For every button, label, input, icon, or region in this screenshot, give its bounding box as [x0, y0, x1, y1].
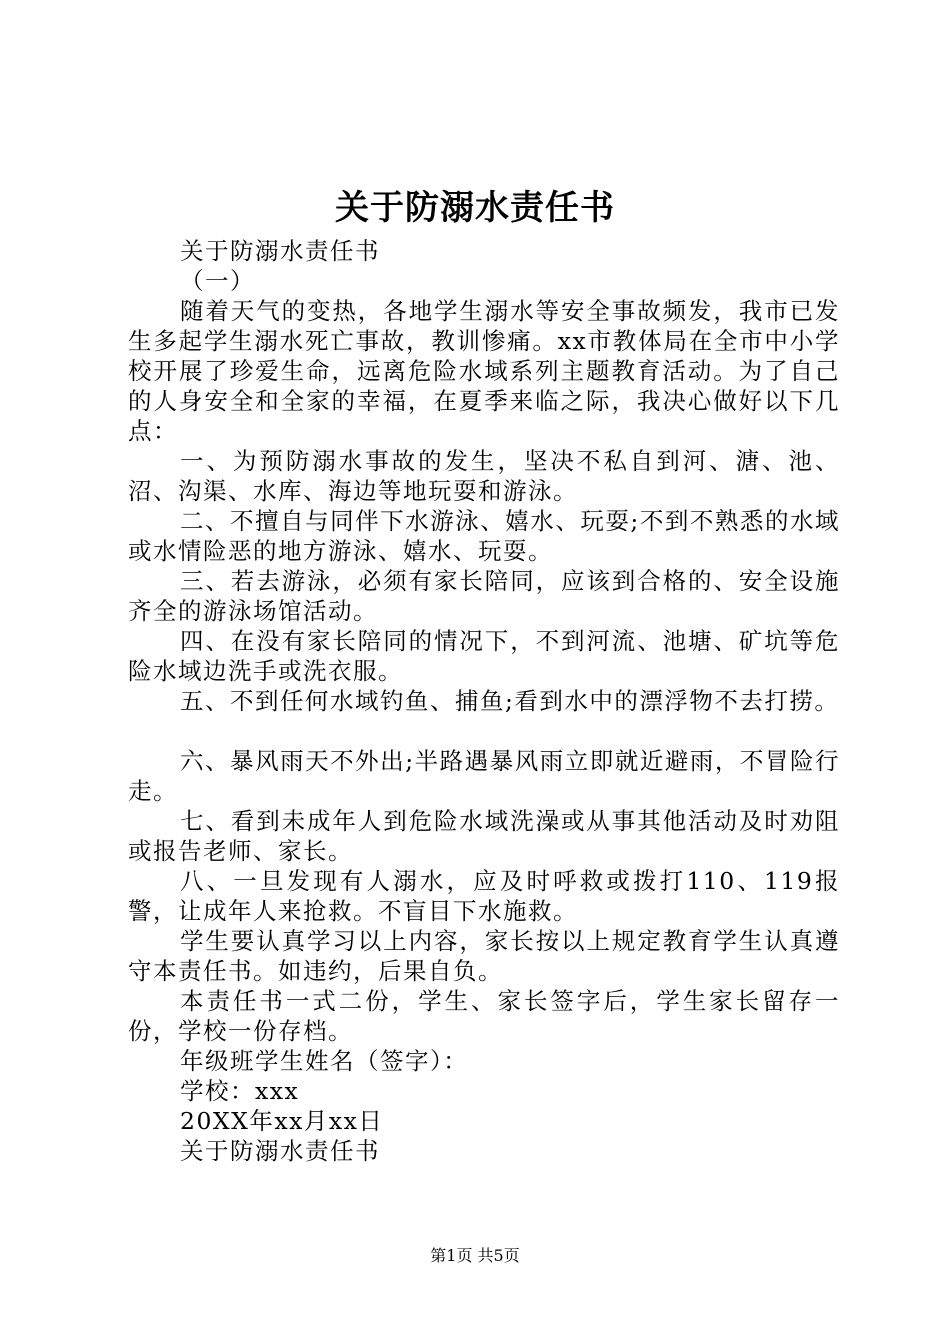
paragraph-item-8: 八、一旦发现有人溺水，应及时呼救或拨打110、119报警，让成年人来抢救。不盲目下水施救。: [128, 867, 840, 925]
paragraph-section-number: （一）: [180, 267, 255, 295]
signature-date: 20XX年xx月xx日: [180, 1107, 384, 1135]
paragraph-item-7: 七、看到未成年人到危险水域洗澡或从事其他活动及时劝阻或报告老师、家长。: [128, 807, 840, 865]
paragraph-item-1: 一、为预防溺水事故的发生，坚决不私自到河、溏、池、沼、沟渠、水库、海边等地玩耍和游泳。: [128, 447, 840, 505]
paragraph-item-3: 三、若去游泳，必须有家长陪同，应该到合格的、安全设施齐全的游泳场馆活动。: [128, 567, 840, 625]
document-title: 关于防溺水责任书: [335, 188, 615, 228]
paragraph-item-5: 五、不到任何水域钓鱼、捕鱼;看到水中的漂浮物不去打捞。: [180, 687, 840, 715]
paragraph-item-6: 六、暴风雨天不外出;半路遇暴风雨立即就近避雨，不冒险行走。: [128, 747, 840, 805]
signature-line-school: 学校：xxx: [180, 1077, 300, 1105]
paragraph-next-heading: 关于防溺水责任书: [180, 1137, 380, 1165]
paragraph-item-2: 二、不擅自与同伴下水游泳、嬉水、玩耍;不到不熟悉的水域或水情险恶的地方游泳、嬉水、玩耍。: [128, 507, 840, 565]
paragraph-intro: 随着天气的变热，各地学生溺水等安全事故频发，我市已发生多起学生溺水死亡事故，教训惨痛。xx市教体局在全市中小学校开展了珍爱生命，远离危险水域系列主题教育活动。为了自己的人身安全和全家的幸福，在夏季来临之际，我决心做好以下几点：: [128, 297, 840, 445]
paragraph-subtitle: 关于防溺水责任书: [180, 237, 380, 265]
paragraph-item-4: 四、在没有家长陪同的情况下，不到河流、池塘、矿坑等危险水域边洗手或洗衣服。: [128, 627, 840, 685]
document-body: [128, 236, 840, 1166]
signature-line-student: 年级班学生姓名（签字）：: [180, 1047, 469, 1075]
page-number-footer: 第1页 共5页: [430, 1246, 520, 1265]
paragraph-student-duty: 学生要认真学习以上内容，家长按以上规定教育学生认真遵守本责任书。如违约，后果自负。: [128, 927, 840, 985]
paragraph-copies: 本责任书一式二份，学生、家长签字后，学生家长留存一份，学校一份存档。: [128, 987, 840, 1045]
